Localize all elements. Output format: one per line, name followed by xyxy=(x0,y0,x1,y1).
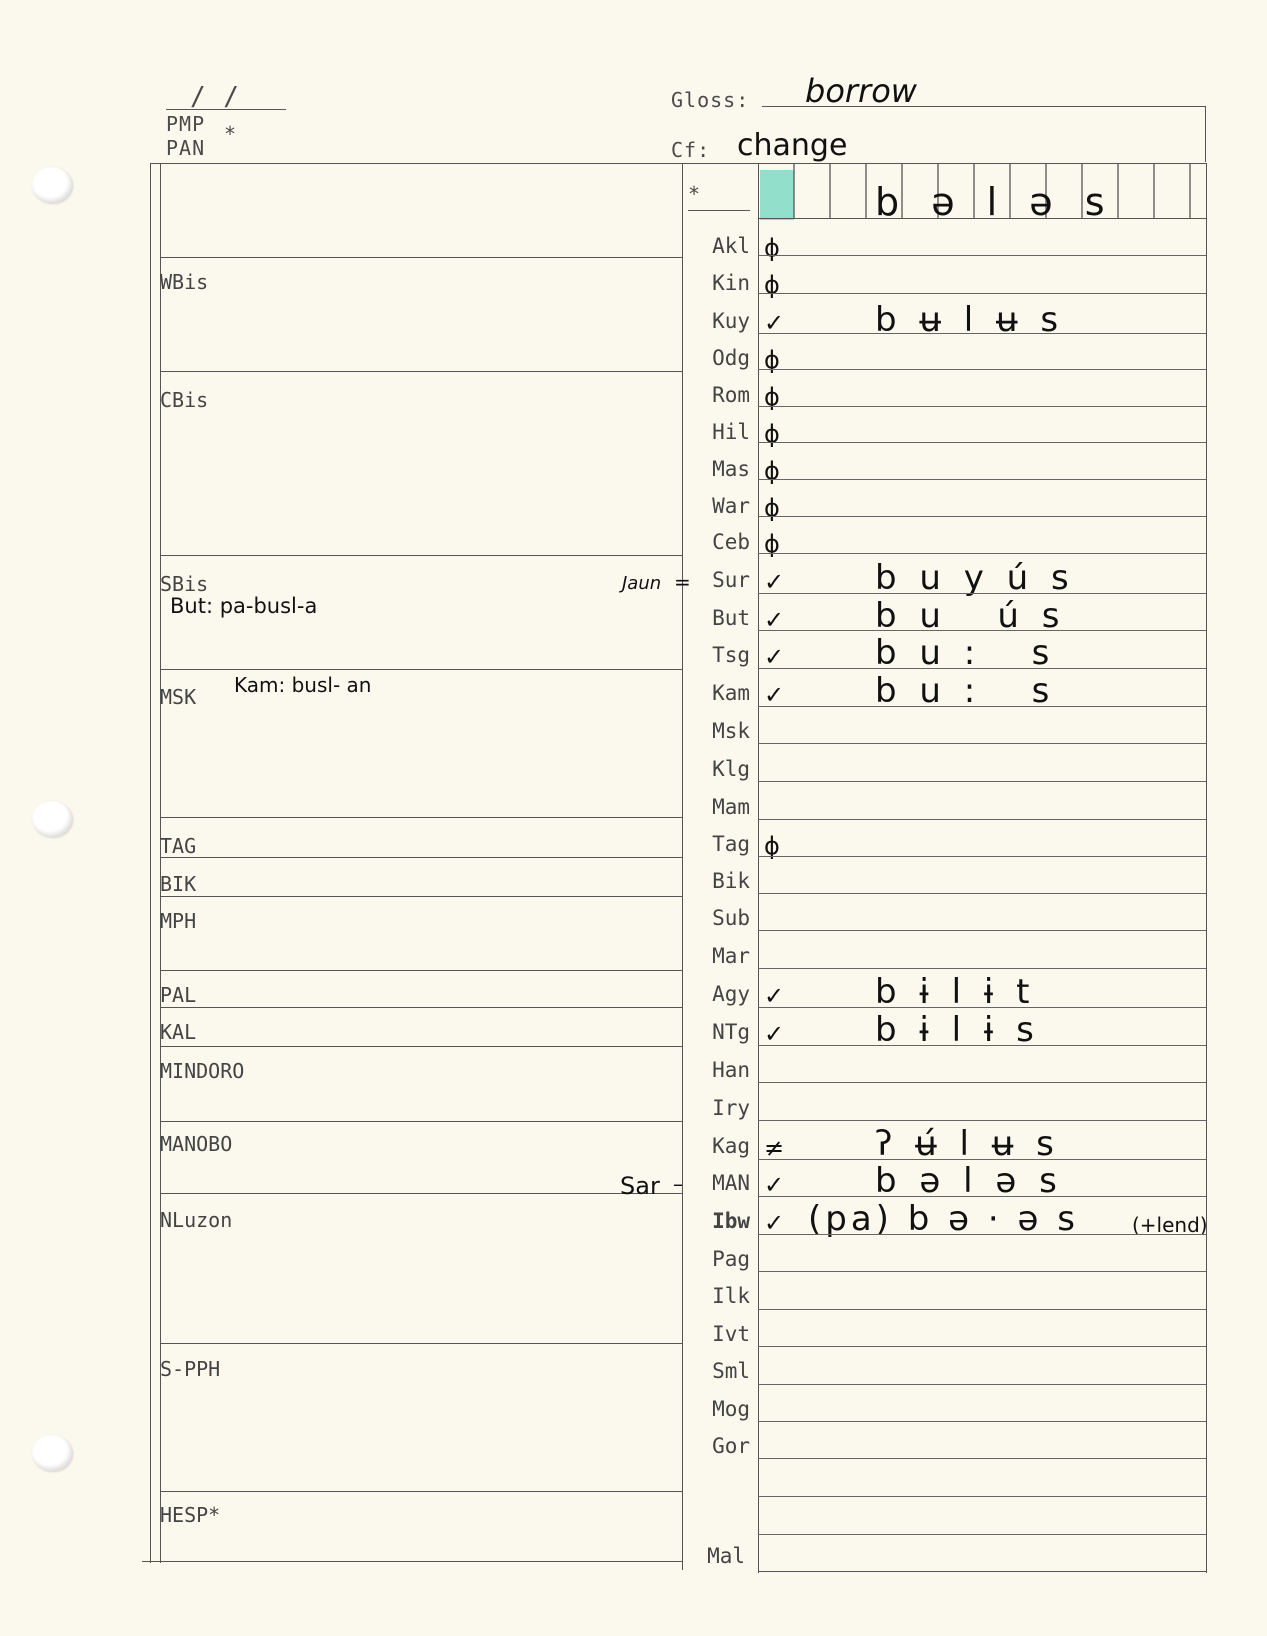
section-label-mph: MPH xyxy=(160,909,197,933)
lang-mal: Mal xyxy=(707,1544,745,1568)
row-line xyxy=(758,893,1206,894)
row-line xyxy=(758,1120,1206,1121)
row-line xyxy=(758,1534,1206,1535)
lang-kin: Kin xyxy=(712,271,750,295)
row-line xyxy=(758,781,1206,782)
section-label-msk: MSK xyxy=(160,685,197,709)
form-sur: b u y ú s xyxy=(875,558,1075,598)
row-line xyxy=(758,479,1206,480)
mark-war: ϕ xyxy=(764,494,780,522)
lang-mar: Mar xyxy=(712,944,750,968)
mark-hil: ϕ xyxy=(764,420,780,448)
mark-mas: ϕ xyxy=(764,457,780,485)
section-divider xyxy=(160,555,682,556)
lang-tsg: Tsg xyxy=(712,643,750,667)
mark-kuy: ✓ xyxy=(764,309,785,337)
frame-mid-line xyxy=(682,163,683,1570)
mark-but: ✓ xyxy=(764,606,785,634)
lang-kuy: Kuy xyxy=(712,309,750,333)
section-label-wbis: WBis xyxy=(160,270,209,294)
row-line xyxy=(758,1271,1206,1272)
lang-han: Han xyxy=(712,1058,750,1082)
row-line xyxy=(758,1458,1206,1459)
row-line xyxy=(758,706,1206,707)
lang-rom: Rom xyxy=(712,383,750,407)
mark-kam: ✓ xyxy=(764,681,785,709)
lang-hil: Hil xyxy=(712,420,750,444)
punch-hole-bottom xyxy=(32,1435,72,1471)
section-label-nluzon: NLuzon xyxy=(160,1208,233,1232)
row-line xyxy=(758,1384,1206,1385)
lang-pag: Pag xyxy=(712,1247,750,1271)
mark-kin: ϕ xyxy=(764,271,780,299)
frame-bottom-left xyxy=(142,1561,682,1562)
lang-msk: Msk xyxy=(712,719,750,743)
lang-kag: Kag xyxy=(712,1134,750,1158)
row-line xyxy=(758,442,1206,443)
form-kag: ʔ ʉ́ l ʉ s xyxy=(875,1124,1060,1164)
lang-klg: Klg xyxy=(712,757,750,781)
reconstruction-form: b ə l ə s xyxy=(875,180,1115,224)
row-line xyxy=(758,968,1206,969)
cf-label: Cf: xyxy=(671,138,711,162)
punch-hole-top xyxy=(32,167,72,203)
frame-left-outer xyxy=(150,163,151,1563)
mark-tsg: ✓ xyxy=(764,643,785,671)
row-line xyxy=(758,668,1206,669)
row-line xyxy=(758,1159,1206,1160)
row-line xyxy=(758,630,1206,631)
sar-dash: – xyxy=(673,1172,683,1196)
form-agy: b ɨ l ɨ t xyxy=(875,972,1036,1012)
row-line xyxy=(758,856,1206,857)
lang-ntg: NTg xyxy=(712,1020,750,1044)
lang-mam: Mam xyxy=(712,795,750,819)
lang-sub: Sub xyxy=(712,906,750,930)
reconstruction-star: * xyxy=(688,182,702,206)
mark-agy: ✓ xyxy=(764,982,785,1010)
section-label-s-pph: S-PPH xyxy=(160,1357,221,1381)
section-label-tag: TAG xyxy=(160,834,197,858)
lang-tag: Tag xyxy=(712,832,750,856)
gloss-underline xyxy=(762,106,1206,107)
row-line xyxy=(758,593,1206,594)
lang-ivt: Ivt xyxy=(712,1322,750,1346)
lang-but: But xyxy=(712,606,750,630)
mark-ibw: ✓ xyxy=(764,1209,785,1237)
frame-bottom-right xyxy=(758,1571,1206,1572)
ibw-extra: (+lend) xyxy=(1132,1213,1208,1237)
lang-mog: Mog xyxy=(712,1397,750,1421)
section-divider xyxy=(160,1046,682,1047)
section-label-sbis: SBis xyxy=(160,572,209,596)
sbis-note: But: pa-busl-a xyxy=(170,594,318,618)
mark-ntg: ✓ xyxy=(764,1020,785,1048)
form-kuy: b ʉ l ʉ s xyxy=(875,300,1065,340)
section-divider xyxy=(160,1193,682,1194)
lang-sur: Sur xyxy=(712,568,750,592)
cf-value: change xyxy=(737,128,848,163)
jaun-note: Jaun xyxy=(622,573,662,594)
lang-mas: Mas xyxy=(712,457,750,481)
pmp-label: PMP xyxy=(166,112,206,136)
section-divider xyxy=(160,257,682,258)
row-line xyxy=(758,369,1206,370)
section-label-hesp: HESP* xyxy=(160,1503,221,1527)
mark-akl: ϕ xyxy=(764,234,780,262)
section-label-pal: PAL xyxy=(160,983,197,1007)
row-line xyxy=(758,1007,1206,1008)
mark-kag: ≠ xyxy=(764,1134,785,1162)
section-label-mindoro: MINDORO xyxy=(160,1059,245,1083)
section-divider xyxy=(160,1343,682,1344)
lang-ilk: Ilk xyxy=(712,1284,750,1308)
row-line xyxy=(758,1234,1206,1235)
row-line xyxy=(758,293,1206,294)
section-label-kal: KAL xyxy=(160,1020,197,1044)
row-line xyxy=(758,333,1206,334)
row-line xyxy=(758,1045,1206,1046)
gloss-label: Gloss: xyxy=(671,88,750,112)
section-divider xyxy=(160,857,682,858)
sar-note: Sar xyxy=(620,1172,660,1200)
row-line xyxy=(758,516,1206,517)
form-ibw: (pa) b ə · ə s xyxy=(808,1199,1079,1239)
row-line xyxy=(758,553,1206,554)
frame-right-line xyxy=(1206,163,1207,1573)
row-line xyxy=(758,930,1206,931)
lang-man: MAN xyxy=(712,1171,750,1195)
frame-form-line xyxy=(758,163,759,1573)
mark-ceb: ϕ xyxy=(764,530,780,558)
lang-ceb: Ceb xyxy=(712,530,750,554)
form-but: b u ú s xyxy=(875,596,1066,636)
lang-bik: Bik xyxy=(712,869,750,893)
gloss-value: borrow xyxy=(805,72,917,110)
section-label-manobo: MANOBO xyxy=(160,1132,233,1156)
jaun-equals: = xyxy=(674,570,691,594)
pan-label: PAN xyxy=(166,136,206,160)
row-line xyxy=(758,1346,1206,1347)
row-line xyxy=(758,819,1206,820)
section-divider xyxy=(160,669,682,670)
row-line xyxy=(758,1421,1206,1422)
section-divider xyxy=(160,1007,682,1008)
lang-odg: Odg xyxy=(712,346,750,370)
date-underline xyxy=(166,109,286,110)
row-line xyxy=(758,406,1206,407)
form-kam: b u : s xyxy=(875,671,1056,711)
row-line xyxy=(758,1309,1206,1310)
date-slashes: / / xyxy=(190,82,240,112)
form-man: b ə l ə s xyxy=(875,1161,1063,1201)
mark-sur: ✓ xyxy=(764,568,785,596)
row-line xyxy=(758,743,1206,744)
form-tsg: b u : s xyxy=(875,633,1056,673)
lang-ibw: Ibw xyxy=(712,1209,750,1233)
reconstruction-underline xyxy=(688,210,750,211)
lang-kam: Kam xyxy=(712,681,750,705)
proto-star: * xyxy=(224,122,238,146)
row-line xyxy=(758,1496,1206,1497)
lang-sml: Sml xyxy=(712,1359,750,1383)
row-line xyxy=(758,1082,1206,1083)
section-label-bik: BIK xyxy=(160,872,197,896)
gloss-box-edge xyxy=(1205,106,1206,162)
lang-war: War xyxy=(712,494,750,518)
section-divider xyxy=(160,1491,682,1492)
row-line xyxy=(758,255,1206,256)
frame-left-inner xyxy=(160,163,161,1563)
lang-agy: Agy xyxy=(712,982,750,1006)
section-divider xyxy=(160,896,682,897)
section-label-cbis: CBis xyxy=(160,388,209,412)
mark-tag: ϕ xyxy=(764,832,780,860)
section-divider xyxy=(160,1121,682,1122)
mark-odg: ϕ xyxy=(764,346,780,374)
form-ntg: b ɨ l ɨ s xyxy=(875,1010,1040,1050)
lang-gor: Gor xyxy=(712,1434,750,1458)
row-line xyxy=(758,1196,1206,1197)
section-divider xyxy=(160,970,682,971)
msk-note: Kam: busl- an xyxy=(234,673,372,697)
punch-hole-middle xyxy=(32,801,72,837)
mark-man: ✓ xyxy=(764,1171,785,1199)
section-divider xyxy=(160,371,682,372)
lang-akl: Akl xyxy=(712,234,750,258)
section-divider xyxy=(160,817,682,818)
mark-rom: ϕ xyxy=(764,383,780,411)
lang-iry: Iry xyxy=(712,1096,750,1120)
